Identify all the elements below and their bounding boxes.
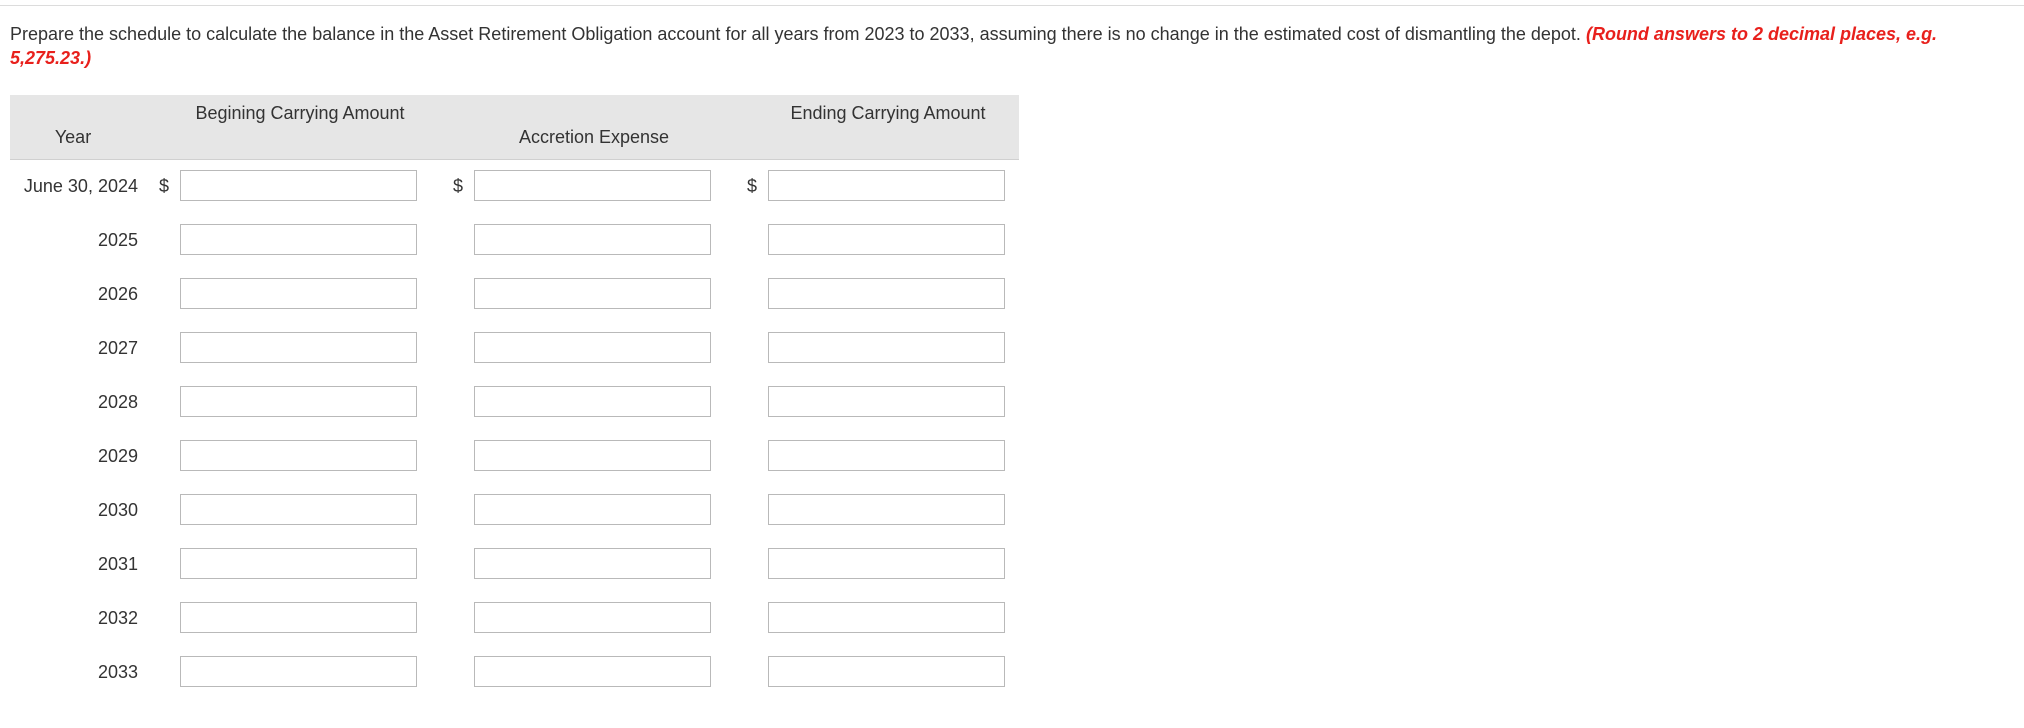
table-row bbox=[10, 646, 1019, 700]
instructions-text: Prepare the schedule to calculate the balance in the Asset Retirement Obligation account for all years from 2023 to 2033, assuming there is no change in the estimated cost of dismantling the depot. bbox=[10, 24, 1581, 44]
schedule-table bbox=[10, 95, 1019, 700]
row-year-label: 2027 bbox=[97, 338, 138, 358]
beginning-carrying-amount-input[interactable] bbox=[180, 332, 417, 363]
row-year-label: 2031 bbox=[97, 554, 138, 574]
top-divider bbox=[0, 0, 2024, 6]
beginning-carrying-amount-input[interactable] bbox=[180, 494, 417, 525]
table-header bbox=[10, 95, 1019, 160]
ending-carrying-amount-input[interactable] bbox=[768, 278, 1005, 309]
accretion-expense-input[interactable] bbox=[474, 440, 711, 471]
accretion-expense-input[interactable] bbox=[474, 278, 711, 309]
table-row bbox=[10, 538, 1019, 592]
dollar-sign: $ bbox=[453, 176, 464, 196]
accretion-expense-input[interactable] bbox=[474, 386, 711, 417]
accretion-expense-input[interactable] bbox=[474, 656, 711, 687]
row-year-label: 2028 bbox=[97, 392, 138, 412]
beginning-carrying-amount-input[interactable] bbox=[180, 602, 417, 633]
table-row bbox=[10, 376, 1019, 430]
row-year-label: 2025 bbox=[97, 230, 138, 250]
row-year-label: 2026 bbox=[97, 284, 138, 304]
table-row bbox=[10, 214, 1019, 268]
ending-carrying-amount-input[interactable] bbox=[768, 440, 1005, 471]
instructions bbox=[10, 22, 2000, 70]
beginning-carrying-amount-input[interactable] bbox=[180, 170, 417, 201]
table-row bbox=[10, 592, 1019, 646]
accretion-expense-input[interactable] bbox=[474, 494, 711, 525]
accretion-expense-input[interactable] bbox=[474, 224, 711, 255]
dollar-sign: $ bbox=[159, 176, 170, 196]
table-body bbox=[10, 160, 1019, 700]
beginning-carrying-amount-input[interactable] bbox=[180, 224, 417, 255]
beginning-carrying-amount-input[interactable] bbox=[180, 440, 417, 471]
ending-carrying-amount-input[interactable] bbox=[768, 548, 1005, 579]
row-year-label: 2032 bbox=[97, 608, 138, 628]
beginning-carrying-amount-input[interactable] bbox=[180, 278, 417, 309]
ending-carrying-amount-input[interactable] bbox=[768, 224, 1005, 255]
table-row bbox=[10, 484, 1019, 538]
row-year-label: 2029 bbox=[97, 446, 138, 466]
beginning-carrying-amount-input[interactable] bbox=[180, 656, 417, 687]
table-row bbox=[10, 160, 1019, 214]
ending-carrying-amount-input[interactable] bbox=[768, 602, 1005, 633]
table-row bbox=[10, 430, 1019, 484]
accretion-expense-input[interactable] bbox=[474, 332, 711, 363]
ending-carrying-amount-input[interactable] bbox=[768, 494, 1005, 525]
beginning-carrying-amount-input[interactable] bbox=[180, 548, 417, 579]
row-year-label: 2033 bbox=[97, 662, 138, 682]
row-year-label: 2030 bbox=[97, 500, 138, 520]
accretion-expense-input[interactable] bbox=[474, 170, 711, 201]
ending-carrying-amount-input[interactable] bbox=[768, 386, 1005, 417]
accretion-expense-input[interactable] bbox=[474, 602, 711, 633]
accretion-expense-input[interactable] bbox=[474, 548, 711, 579]
dollar-sign: $ bbox=[747, 176, 758, 196]
row-year-label: June 30, 2024 bbox=[23, 176, 138, 196]
header-ending-carrying-amount: Ending Carrying Amount bbox=[790, 103, 986, 123]
header-year: Year bbox=[54, 127, 92, 147]
table-row bbox=[10, 322, 1019, 376]
header-accretion-expense: Accretion Expense bbox=[518, 127, 670, 147]
ending-carrying-amount-input[interactable] bbox=[768, 170, 1005, 201]
beginning-carrying-amount-input[interactable] bbox=[180, 386, 417, 417]
ending-carrying-amount-input[interactable] bbox=[768, 656, 1005, 687]
ending-carrying-amount-input[interactable] bbox=[768, 332, 1005, 363]
header-beginning-carrying-amount: Begining Carrying Amount bbox=[195, 103, 405, 123]
rounding-note: (Round answers to 2 decimal places, e.g. 5,275.23.) bbox=[10, 24, 1938, 68]
table-row bbox=[10, 268, 1019, 322]
